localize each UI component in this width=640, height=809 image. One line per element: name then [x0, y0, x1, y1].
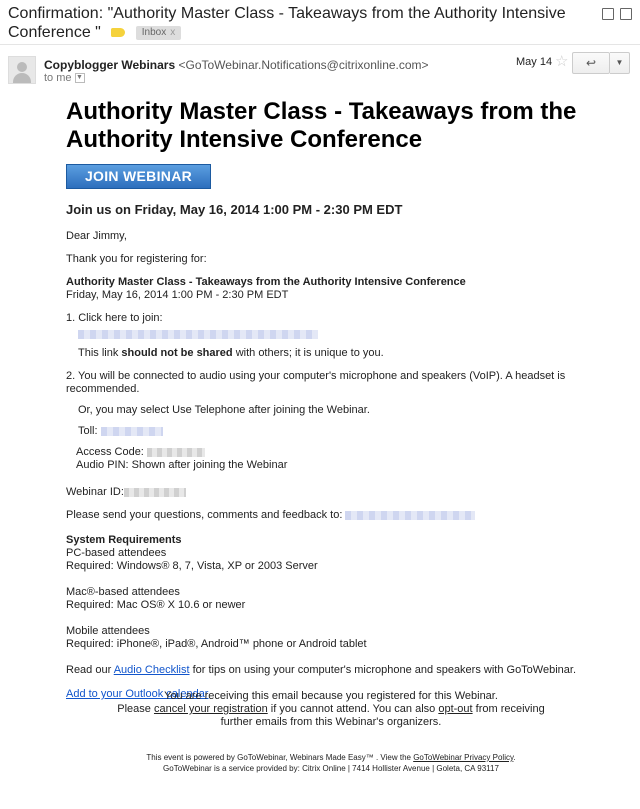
audio-pin: Audio PIN: Shown after joining the Webinar [76, 459, 288, 471]
recipient-text: to me [44, 72, 72, 84]
footer-line-3: further emails from this Webinar's organizers. [220, 716, 442, 728]
webinar-id-label: Webinar ID: [66, 486, 124, 498]
new-window-icon[interactable] [620, 8, 632, 20]
telephone-option: Or, you may select Use Telephone after joining the Webinar. [78, 404, 370, 416]
system-requirements-heading: System Requirements [66, 534, 182, 546]
footer-line-2 [66, 703, 596, 716]
pc-heading: PC-based attendees [66, 547, 167, 559]
step-1-note-bold: should not be shared [121, 347, 233, 359]
footer-line-2-mid: if you cannot attend. You can also [267, 703, 439, 715]
sender-email: <GoToWebinar.Notifications@citrixonline.com> [178, 58, 429, 72]
header-divider [0, 44, 640, 45]
step-1-note-pre: This link [78, 347, 122, 359]
more-actions-button[interactable] [610, 52, 630, 74]
outlook-calendar-link[interactable]: Add to your Outlook calendar [66, 688, 209, 700]
mac-heading: Mac®-based attendees [66, 586, 180, 598]
feedback-email-redacted[interactable] [345, 511, 475, 520]
footer-notice [66, 690, 596, 729]
webinar-id-line [66, 486, 586, 499]
email-subject: Confirmation: "Authority Master Class - Takeaways from the Authority Intensive Conference " [8, 5, 566, 41]
cancel-registration-link[interactable]: cancel your registration [153, 703, 268, 715]
subject-line [8, 4, 588, 42]
opt-out-link[interactable]: opt-out [438, 703, 473, 715]
print-icon[interactable] [602, 8, 614, 20]
service-address: GoToWebinar is a service provided by: Citrix Online | 7414 Hollister Avenue | Goleta, CA 93117 [163, 764, 499, 773]
reply-icon: ↩ [585, 56, 597, 70]
inbox-label-text: Inbox [141, 26, 167, 38]
powered-by-line [66, 752, 596, 763]
step-1-note-post: with others; it is unique to you. [232, 347, 384, 359]
star-icon[interactable]: ☆ [555, 53, 569, 70]
privacy-policy-link[interactable]: GoToWebinar Privacy Policy [413, 753, 514, 762]
pc-requirements: Required: Windows® 8, 7, Vista, XP or 2003 Server [66, 560, 318, 572]
recipient-line [44, 72, 85, 84]
toll-label: Toll: [78, 425, 98, 437]
event-date: Friday, May 16, 2014 1:00 PM - 2:30 PM EDT [66, 289, 289, 301]
powered-by-footer [66, 752, 596, 774]
footer-line-1: You are receiving this email because you registered for this Webinar. [164, 690, 498, 702]
questions-text: Please send your questions, comments and feedback to: [66, 509, 343, 521]
access-code-redacted [147, 448, 205, 457]
access-code-label: Access Code: [76, 446, 144, 458]
event-name: Authority Master Class - Takeaways from the Authority Intensive Conference [66, 276, 466, 288]
powered-by-post: . [513, 753, 516, 762]
footer-line-2-pre: Please [117, 703, 154, 715]
label-tag-icon[interactable] [111, 28, 125, 37]
sender-name[interactable]: Copyblogger Webinars [44, 58, 176, 72]
email-date: May 14 [516, 56, 553, 68]
join-webinar-button[interactable]: JOIN WEBINAR [66, 164, 211, 189]
footer-line-2-post: from receiving [472, 703, 545, 715]
header-actions [602, 8, 632, 20]
remove-label-icon[interactable]: x [170, 26, 176, 38]
audio-checklist-link[interactable]: Audio Checklist [113, 664, 190, 676]
chevron-down-icon: ▼ [615, 58, 624, 67]
audio-checklist-post: for tips on using your computer's microphone and speakers with GoToWebinar. [189, 664, 577, 676]
details-dropdown-icon[interactable]: ▼ [76, 74, 83, 82]
mobile-heading: Mobile attendees [66, 625, 150, 637]
audio-checklist-line [66, 664, 586, 677]
access-code-line [66, 446, 586, 459]
audio-checklist-pre: Read our [66, 664, 114, 676]
toll-number-redacted [101, 427, 163, 436]
toll-line [66, 425, 586, 438]
avatar[interactable] [8, 56, 36, 84]
powered-by-pre: This event is powered by GoToWebinar, Webinars Made Easy™ . View the [146, 753, 414, 762]
email-body [66, 98, 586, 701]
mobile-requirements: Required: iPhone®, iPad®, Android™ phone or Android tablet [66, 638, 367, 650]
sender-info [44, 58, 429, 72]
step-2: 2. You will be connected to audio using your computer's microphone and speakers (VoIP). A headset is recommended. [66, 370, 566, 395]
step-1-note [66, 347, 586, 360]
step-1: 1. Click here to join: [66, 312, 163, 324]
thanks-text: Thank you for registering for: [66, 253, 207, 265]
join-link-redacted[interactable] [78, 330, 318, 339]
mac-requirements: Required: Mac OS® X 10.6 or newer [66, 599, 246, 611]
reply-button[interactable] [572, 52, 610, 74]
webinar-id-redacted [124, 488, 186, 497]
greeting: Dear Jimmy, [66, 230, 127, 242]
inbox-label-chip[interactable] [136, 26, 181, 40]
questions-line [66, 509, 586, 522]
email-title: Authority Master Class - Takeaways from the Authority Intensive Conference [66, 98, 577, 153]
event-time-heading: Join us on Friday, May 16, 2014 1:00 PM - 2:30 PM EDT [66, 202, 403, 217]
